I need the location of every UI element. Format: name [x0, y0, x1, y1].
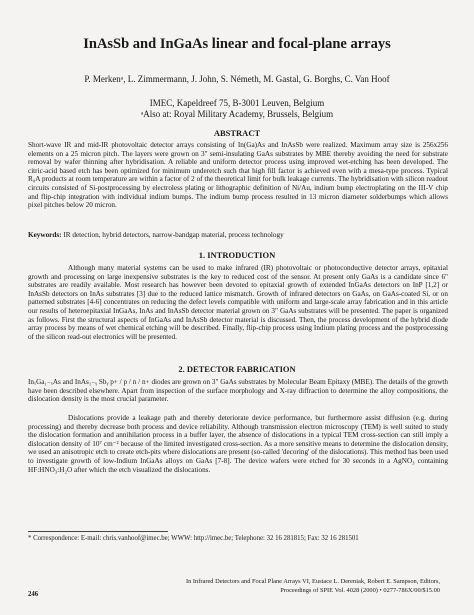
fabrication-paragraph-2: Dislocations provide a leakage path and thereby deteriorate device performance, but furthermore assist diffusion (e.g. during processing) and thereby decrease both process and device reliability. Although transmission electron microscopy (TEM) is well suited to study the dislocation formation and annihilation process in a buffer layer, the absence of dislocations in a typical TEM cross-section can still imply a dislocation density of 10⁷ cm⁻² because of the limited investigated cross-section. As a more sensitive means to determine the dislocation density, we used an anisotropic etch to create etch-pits where dislocations are present (so-called 'decoring' of the dislocations). This method has been used to investigate growth of low-Indium InGaAs alloys on GaAs [7-8]. The device wafers were etched for 30 seconds in a AgNO₃ containing HF:HNO₃:H₂O after which the etch visualized the dislocations. [28, 414, 448, 474]
section-heading-detector-fabrication: 2. DETECTOR FABRICATION [178, 364, 296, 374]
proceedings-citation-line-1: In Infrared Detectors and Focal Plane Arrays VI, Eustace L. Dereniak, Robert E. Sampson, Editors, [185, 578, 440, 585]
abstract-text: Short-wave IR and mid-IR photovoltaic detector arrays consisting of In(Ga)As and InAsSb were realized. Maximum array size is 256x256 elements on a 25 micron pitch. The layers were grown on 3" semi-insulating GaAs substrates by MBE thereby avoiding the need for substrate removal by wafer thinning after hybridisation. A reliable and uniform detector process using improved wet-etching has been developed. The citric-acid based etch has been optimized for minimum underetch such that high fill factor is achieved even with a mesa-type process. Typical R₀A products at room temperature are within a factor of 2 of the theoretical limit for bulk leakage currents. The hybridisation with silicon readout circuits consisted of Si-postprocessing by electroless plating or lithographic definition of Ni/Au, indium bump electroplating on the III-V chip and flip-chip integration with individual indium bumps. The indium bump process resulted in 13 micron diameter solderbumps which allows pixel pitches below 20 micron. [28, 141, 448, 210]
keywords-text: IR detection, hybrid detectors, narrow-bandgap material, process technology [61, 231, 284, 239]
affiliation-primary: IMEC, Kapeldreef 75, B-3001 Leuven, Belgium [149, 98, 325, 108]
fabrication-paragraph-1: InₓGa₁₋ₓAs and InAs₁₋ᵧ Sbᵧ p+ / p / n / n+ diodes are grown on 3" GaAs substrates by Molecular Beam Epitaxy (MBE). The details of the growth have been described elsewhere. Apart from inspection of the surface morphology and X-ray diffraction to determine the alloy compositions, the dislocation density is the most crucial parameter. [28, 378, 448, 404]
proceedings-citation-line-2: Proceedings of SPIE Vol. 4028 (2000) • 0277-786X/00/$15.00 [280, 587, 440, 594]
author-list: P. Merkenᵃ, L. Zimmermann, J. John, S. Németh, M. Gastal, G. Borghs, C. Van Hoof [84, 74, 390, 84]
keywords-line [28, 231, 448, 240]
introduction-paragraph: Although many material systems can be used to make infrared (IR) photovoltaic or photoconductive detector arrays, epitaxial growth and processing on large inexpensive substrates is the key to reduced cost of the sensor. At present only GaAs is a candidate since 6" substrates are readily available. Most research has however been devoted to epitaxial growth of extended InGaAs detectors on InP [1,2] or InAsSb detectors on InAs substrates [3] due to the reduced lattice mismatch. Growth of infrared detectors on GaAs, on GaAs-coated Si, or on patterned substrates [4-6] concentrates on reducing the defect levels compatible with uniform and large-scale array fabrication and in this article our results of heteroepitaxial InGaAs, InAs and InAsSb detector material grown on 3" GaAs substrates will be presented. The paper is organized as follows. First the structural aspects of InGaAs and InAsSb detector material is discussed. Then, the process development of the hybrid diode array process by means of wet chemical etching will be described. Finally, flip-chip process using Indium plating process and the postprocessing of the silicon read-out electronics will be presented. [28, 264, 448, 341]
section-heading-introduction: 1. INTRODUCTION [198, 250, 276, 260]
paper-title: InAsSb and InGaAs linear and focal-plane arrays [83, 36, 391, 52]
page-number: 246 [28, 591, 39, 598]
footnote-divider [28, 531, 168, 532]
keywords-label: Keywords: [28, 231, 62, 239]
abstract-heading: ABSTRACT [213, 128, 261, 138]
correspondence-footnote: * Correspondence: E-mail: chris.vanhoof@imec.be; WWW: http://imec.be; Telephone: 32 16 281815; Fax: 32 16 281501 [28, 535, 359, 542]
affiliation-secondary: ᵃAlso at: Royal Military Academy, Brussels, Belgium [140, 109, 334, 119]
